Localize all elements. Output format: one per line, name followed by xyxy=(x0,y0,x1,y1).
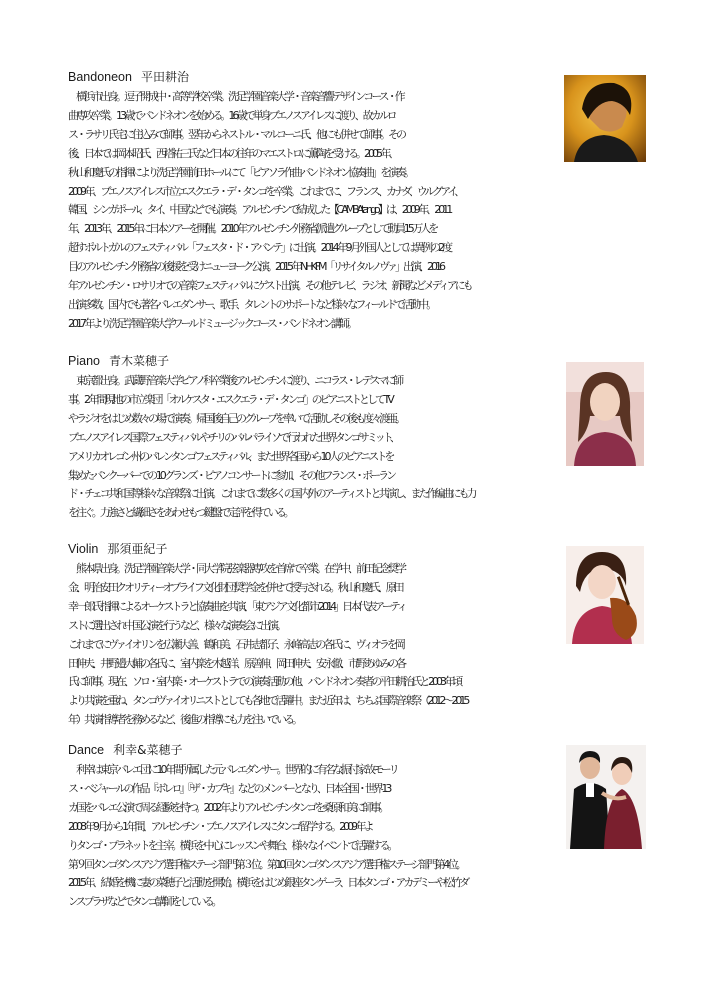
bio-line: 2017 年より洗足学園音楽大学ワールドミュージックコース・バンドネオン講師。 xyxy=(68,316,355,330)
bio-line: ス・ベジャールの作品『ボレロ』『ザ・カブキ』などのメンバーとなり、日本全国・世界 13 xyxy=(68,781,390,795)
bio-text xyxy=(68,560,648,730)
bio-line: 超すポルトガルのフェスティバル「フェスタ・ド・アバンテ」に出演。2014 年 9 月外国人としては異例の2度 xyxy=(68,241,451,255)
bio-line: ンスプラザなどでタンゴ講師をしている。 xyxy=(68,895,220,909)
performer-name: 平田耕治 xyxy=(140,70,189,84)
bio-line: 年、2013 年、2015 年に日本ツアーを開催。2010 年アルゼンチン外務省派遣グループとして動員 15 万人を xyxy=(68,222,437,236)
bio-line: 2008 年 9 月から 1 年間、アルゼンチン・ブエノスアイレスにタンゴ留学する。2009 年よ xyxy=(68,819,372,833)
bio-line: ストに選出され中国公演を行うなど、様々な演奏会に出演。 xyxy=(68,618,284,632)
instrument-label: Bandoneon xyxy=(68,70,132,84)
bio-line: 田伸夫、井野邉大輔の各氏に、室内楽を木越洋、原善伸、岡田伸夫、安永徹、市野あゆみの各 xyxy=(68,656,404,670)
bio-line: 集めたバンクーバーでの 10 グランズ・ピアノコンサートに参加、その他フランス・ポーラン xyxy=(68,468,395,482)
bio-line: 金、明治安田クオリティーオブライフ文化財団奨学金を併せて授与される。秋山和慶氏、原田 xyxy=(68,580,402,594)
bio-line: 東京都出身。武蔵野音楽大学ピアノ科卒業後アルゼンチンに渡り、ニコラス・レデスマに師 xyxy=(68,374,402,387)
bio-heading xyxy=(68,354,648,369)
bio-line: ブエノスアイレス国際フェスティバルやチリのバルパライソで行われた世界タンゴサミット、 xyxy=(68,430,398,444)
bio-line: ド・チェコ共和国等様々な音楽祭に出演。これまでに数多くの国内外のアーティストと共演し、また作編曲にも力 xyxy=(68,487,475,501)
performer-name: 利幸&菜穂子 xyxy=(113,743,183,757)
bio-violin xyxy=(68,542,648,730)
bio-line: 後、日本では岡本昭氏、西塔祐三氏など日本の往年のマエストロに薫陶を受ける。2005 年、 xyxy=(68,146,397,160)
bio-line: 韓国、シンガポール、タイ、中国などでも演奏。アルゼンチンで結成した【CAMBAtango】は、2009 年、2011 xyxy=(68,203,451,217)
bio-line: 第９回タンゴダンスアジア選手権ステージ部門第３位。第 10 回タンゴダンスアジア選手権ステージ部門第 4 位。 xyxy=(68,857,464,871)
bio-line: 利幸は東京バレエ団に 10 年間所属した元バレエダンサー。世界的に有名な振付家 故モーリ xyxy=(68,763,397,776)
instrument-label: Violin xyxy=(68,542,99,556)
bio-line: ス・ラサリ氏宅に住込みで師事。翌年からネストル・マルコーニ氏、他にも併せて師事。その xyxy=(68,127,404,141)
bio-line: 目のアルゼンチン外務省の後援を受けニューヨーク公演。2015 年 NHKFM「リサイタルノヴァ」出演、2016 xyxy=(68,260,443,274)
bio-line: 出演多数。国内でも著名バレエダンサー、歌手、タレントのサポートなど様々なフィールドで活動中。 xyxy=(68,297,435,311)
dancers-photo xyxy=(566,745,646,849)
bandoneon-player-photo xyxy=(564,75,646,162)
bio-piano xyxy=(68,354,648,523)
bio-line: 年アルゼンチン・ロサリオでの音楽フェスティバルにゲスト出演。その他テレビ、ラジオ、新聞などメディアにも xyxy=(68,279,471,293)
bio-line: これまでにヴァイオリンを広瀬大善、鶴和美、石井志都子、永峰高志の各氏に、ヴィオラを岡 xyxy=(68,637,403,651)
violinist-photo xyxy=(566,546,644,644)
bio-line: やラジオをはじめ数々の場で演奏。帰国後自己のグループを率いて活動しその後も度々渡亜。 xyxy=(68,411,404,425)
bio-heading xyxy=(68,70,648,85)
bio-heading xyxy=(68,743,648,758)
bio-line: 秋山和慶氏の指揮により洗足学園前田ホールにて「ピアソラ作曲 バンドネオン協奏曲」を演奏。 xyxy=(68,165,413,179)
bio-line: 2015 年、結婚を機に妻の菜穂子と活動を開始。横浜をはじめ銀座タンゲーラ、日本タンゴ・アカデミーや松竹ダ xyxy=(68,876,468,890)
bio-line: 幸一郎氏指揮によるオーケストラと協奏曲を共演、「東アジア文化都市 2014」日本代表アーティ xyxy=(68,599,405,613)
bio-line: 事。2 年間現地の市立楽団「オルケスタ・エスクエラ・デ・タンゴ」のピアニストとして TV xyxy=(68,392,392,406)
bio-line: りタンゴ・プラネットを主宰。横浜を中心にレッスンや舞台、様々なイベントで活躍する。 xyxy=(68,838,396,852)
bio-line: 熊本県出身。洗足学園音楽大学・同大学院弦楽器専攻を首席で卒業。在学中、前田記念奨学 xyxy=(68,562,404,575)
bio-line: を注ぐ。力強さと繊細さをあわせもつ鍵盤で定評を得ている。 xyxy=(68,506,292,520)
instrument-label: Piano xyxy=(68,354,100,368)
bio-heading xyxy=(68,542,648,557)
bio-text xyxy=(68,372,648,523)
bio-line: 2009 年、ブエノスアイレス市立エスクエラ・デ・タンゴを卒業。これまでに、フランス、カナダ、ウルグアイ、 xyxy=(68,184,463,198)
bio-text xyxy=(68,761,648,912)
pianist-photo xyxy=(566,362,644,466)
bio-line: 横浜市出身。逗子開成中・高等学校卒業。洗足学園音楽大学・音楽音響デザインコース・作 xyxy=(68,90,403,103)
bio-line: 曲専攻卒業。13 歳でバンドネオンを始める。16 歳で単身ブエノスアイレスに渡り、故カルロ xyxy=(68,108,395,122)
bio-line: 氏に師事。現在、ソロ・室内楽・オーケストラでの演奏活動の他、バンドネオン奏者の平田耕治氏と 2003 年頃 xyxy=(68,675,461,689)
instrument-label: Dance xyxy=(68,743,105,757)
bio-text xyxy=(68,88,648,334)
performer-name: 青木菜穂子 xyxy=(108,354,169,368)
bio-line: より共演を重ね、タンゴヴァイオリニストとしても各地で活躍中。また近年は、ちちぶ国際音楽祭（2012～2015 xyxy=(68,694,468,708)
bio-line: カ国をバレエ公演で周る経験を持つ。2002 年よりアルゼンチンタンゴを桑原和美に師事。 xyxy=(68,800,387,814)
bio-line: アメリカオレゴン州のパレンタンゴフェスティバル、また世界各国から 10 人のピアニストを xyxy=(68,449,393,463)
bio-dance xyxy=(68,743,648,912)
performer-name: 那須亜紀子 xyxy=(107,542,168,556)
bio-bandoneon xyxy=(68,70,648,334)
bio-line: 年）共演指導者を務めるなど、後進の指導にも力を注いでいる。 xyxy=(68,713,300,727)
